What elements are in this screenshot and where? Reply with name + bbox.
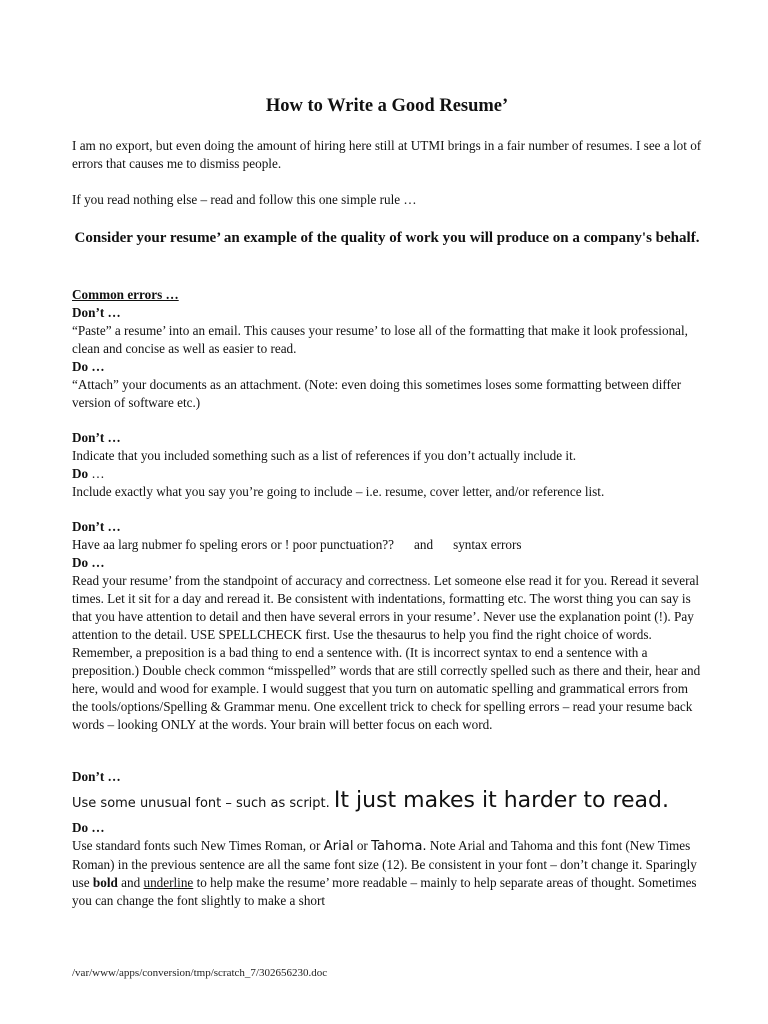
dont-text-a: Have aa larg nubmer fo speling erors or ! poor punctuation?? [72,537,395,552]
underline-sample: underline [143,875,194,890]
intro-rule-text: If you read nothing else – read and follow this one simple rule … [72,192,417,207]
do-label: Do … [72,359,105,374]
dont-text-b: and [414,537,434,552]
dont-label: Don’t … [72,519,121,534]
dont-label: Don’t … [72,769,121,784]
intro-rule-lead [72,191,702,209]
key-rule: Consider your resume’ an example of the quality of work you will produce on a company's behalf. [74,230,700,246]
do-label: Do … [72,555,105,570]
dont-text: “Paste” a resume’ into an email. This causes your resume’ to lose all of the formatting that make it look professional, clean and concise as well as easier to read. [72,323,688,356]
do-text: Include exactly what you say you’re going to include – i.e. resume, cover letter, and/or reference list. [72,484,605,499]
do-label-line [72,465,702,483]
dont-label: Don’t … [72,305,121,320]
bold-sample: bold [92,875,118,890]
do-label: Do [72,466,89,481]
do-label: Do … [72,820,105,835]
dont-text: Indicate that you included something such as a list of references if you don’t actually include it. [72,448,577,463]
dont-text-small: Use some unusual font – such as script. [72,796,334,811]
section-3 [72,518,702,734]
do-text: Read your resume’ from the standpoint of accuracy and correctness. Let someone else read it for you. Reread it several times. Let it sit for a day and reread it. Be consistent with indentations, formatting etc. The worst thing you can say is that you have attention to detail and then have several errors in your resume’. Never use the explanation point (!). Pay attention to the detail. USE SPELLCHECK first. Use the thesaurus to help you find the right choice of words. Remember, a preposition is a bad thing to end a sentence with. (It is incorrect syntax to end a sentence with a preposition.) Double check common “misspelled” words that are still correctly spelled such as there and their, hear and here, would and wood for example. I would suggest that you turn on automatic spelling and grammatical errors from the tools/options/Spelling & Grammar menu. One excellent trick to check for spelling errors – read your resume back words – looking ONLY at the words. Your brain will better focus on each word. [72,573,701,732]
common-errors-heading: Common errors … [72,287,179,302]
do-text: Use standard fonts such New Times Roman, or Arial or Tahoma. Note Arial and Tahoma and this font (New Times Roman) in the previous sentence are all the same font size (12). Be consistent in your font – don’t change it. Sparingly use bold and underline to help make the resume’ more readable – mainly to help separate areas of thought. Sometimes you can change the font slightly to make a short [72,838,697,908]
do-text: “Attach” your documents as an attachment. (Note: even doing this sometimes loses some formatting between differ version of software etc.) [72,377,682,410]
section-2 [72,429,702,501]
intro-paragraph [72,137,702,173]
arial-sample: Arial [323,839,354,854]
section-1 [72,286,702,412]
dont-text-c: syntax errors [453,537,522,552]
dont-label: Don’t … [72,430,121,445]
page-title: How to Write a Good Resume’ [265,96,509,116]
file-path-footer: /var/www/apps/conversion/tmp/scratch_7/302656230.doc [72,967,328,979]
dont-text-big: It just makes it harder to read. [333,788,669,813]
dont-text-line [72,786,702,819]
section-4 [72,768,702,910]
do-label-suffix: … [88,466,105,481]
intro-text: I am no export, but even doing the amount of hiring here still at UTMI brings in a fair number of resumes. I see a lot of errors that causes me to dismiss people. [72,138,702,171]
tahoma-sample: Tahoma. [371,839,427,854]
dont-text-line [72,536,702,554]
